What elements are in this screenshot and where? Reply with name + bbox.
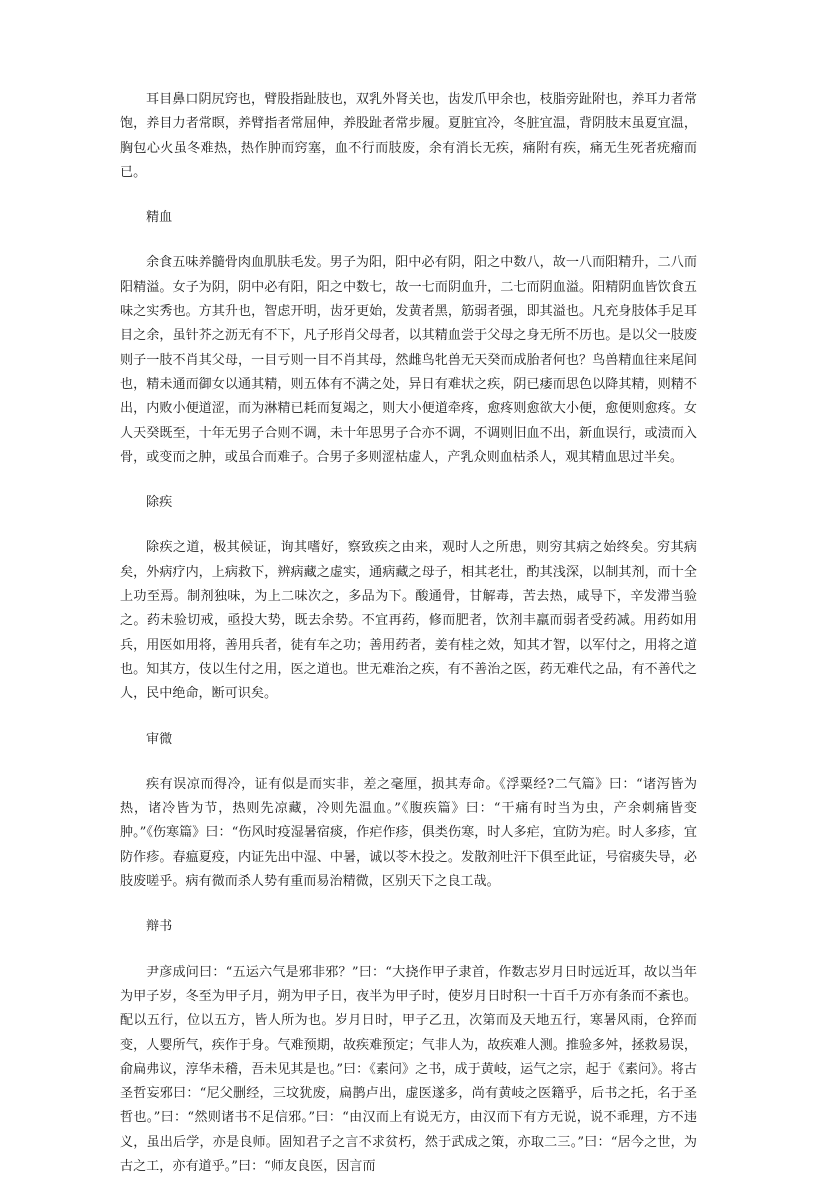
section-heading-bianshu: 辩书 — [146, 919, 173, 935]
paragraph-chuji: 除疾之道，极其候证，询其嗜好，察致疾之由来，观时人之所患，则穷其病之始终矣。穷其病矣，外病疗内，上病救下，辨病藏之虚实，通病藏之母子，相其老壮，酌其浅深，以制其剂，而十全上功至焉。制剂独味，为上二味次之，多品为下。酸通骨，甘解毒，苦去热，咸导下，辛发滞当验之。药未验切戒，亟投大势，既去余势。不宜再药，修而肥者，饮剂丰羸而弱者受药减。用药如用兵，用医如用将，善用兵者，徒有车之功；善用药者，姜有桂之效，知其才智，以军付之，用将之道也。知其方，伎以生付之用，医之道也。世无难治之疾，有不善治之医，药无难代之品，有不善代之人，民中绝命，断可识矣。 — [120, 540, 697, 702]
paragraph-intro: 耳目鼻口阴尻窍也，臂股指趾肢也，双乳外肾关也，齿发爪甲余也，枝脂旁趾附也，养耳力者常饱，养目力者常瞑，养臂指者常屈伸，养股趾者常步履。夏脏宜冷，冬脏宜温，背阴肢末虽夏宜温，胸包心火虽冬难热，热作肿而窍塞，血不行而肢废，余有消长无疾，痛附有疾，痛无生死者疣瘤而已。 — [120, 92, 697, 180]
document-body — [120, 88, 697, 1179]
section-heading-jingxue: 精血 — [146, 210, 173, 226]
paragraph-jingxue: 余食五味养髓骨肉血肌肤毛发。男子为阳，阳中必有阴，阳之中数八，故一八而阳精升，二八而阳精溢。女子为阴，阴中必有阳，阳之中数七，故一七而阴血升，二七而阴血溢。阳精阴血皆饮食五味之实秀也。方其升也，智虑开明，齿牙更始，发黄者黑，筋弱者强，即其溢也。凡充身肢体手足耳目之余，虽针芥之沥无有不下，凡子形肖父母者，以其精血尝于父母之身无所不历也。是以父一肢废则子一肢不肖其父母，一目亏则一目不肖其母，然雌鸟牝兽无天癸而成胎者何也？鸟兽精血往来尾间也，精未通而御女以通其精，则五体有不满之处，异日有难状之疾，阴已痿而思色以降其精，则精不出，内败小便道涩，而为淋精已耗而复竭之，则大小便道牵疼，愈疼则愈欲大小便，愈便则愈疼。女人天癸既至，十年无男子合则不调，未十年思男子合亦不调，不调则旧血不出，新血误行，或渍而入骨，或变而之肿，或虽合而难子。合男子多则涩枯虚人，产乳众则血枯杀人，观其精血思过半矣。 — [120, 255, 697, 465]
paragraph-shenwei: 疾有误凉而得冷，证有似是而实非，差之毫厘，损其寿命。《浮粟经?二气篇》曰：“诸泻皆为热，诸冷皆为节，热则先凉藏，冷则先温血。”《腹疾篇》曰：“干痛有时当为虫，产余刺痛皆变肿。”《伤寒篇》曰：“伤风时疫湿暑宿痰，作疟作疹，俱类伤寒，时人多疟，宜防为疟。时人多疹，宜防作疹。春瘟夏疫，内证先出中湿、中暑，诚以苓木投之。发散剂吐汗下俱至此证，号宿痰失导，必肢废嗟乎。病有微而杀人势有重而易治精微，区别天下之良工哉。 — [120, 776, 697, 890]
section-heading-chuji: 除疾 — [146, 495, 173, 511]
paragraph-bianshu: 尹彦成问曰：“五运六气是邪非邪？”曰：“大挠作甲子隶首，作数志岁月日时远近耳，故以当年为甲子岁，冬至为甲子月，朔为甲子日，夜半为甲子时，使岁月日时积一十百千万亦有条而不紊也。配以五行，位以五方，皆人所为也。岁月日时，甲子乙丑，次第而及天地五行，寒暑风雨，仓猝而变，人婴所气，疾作于身。气难预期，故疾难预定；气非人为，故疾难人测。推验多舛，拯救易误，俞扁弗议，淳华未稽，吾未见其是也。”曰：《素问》之书，成于黄岐，运气之宗，起于《素问》。将古圣哲妄邪曰：“尼父删经，三坟犹废，扁鹊卢出，虚医遂多，尚有黄岐之医籍乎，后书之托，名于圣哲也。”曰：“然则诸书不足信邪。”曰：“由汉而上有说无方，由汉而下有方无说，说不乖理，方不违义，虽出后学，亦是良师。固知君子之言不求贫朽，然于武成之策，亦取二三。”曰：“居今之世，为古之工，亦有道乎。”曰：“师友良医，因言而 — [120, 964, 697, 1174]
section-heading-shenwei: 审微 — [146, 731, 173, 747]
